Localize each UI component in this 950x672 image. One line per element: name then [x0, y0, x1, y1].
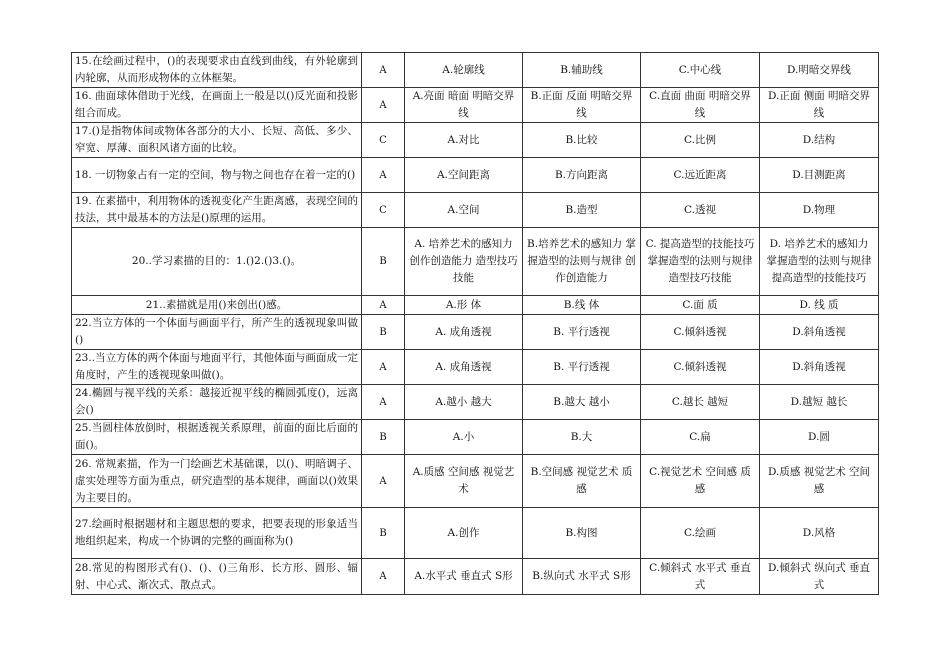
question-text: 25.当圆柱体放倒时，根据透视关系原理，前面的面比后面的面()。 [72, 420, 362, 455]
question-row [72, 158, 879, 193]
question-row [72, 228, 879, 296]
option-a: A.创作 [405, 508, 523, 559]
option-c: C.倾斜透视 [641, 315, 760, 350]
option-b: B.越大 越小 [523, 385, 641, 420]
option-d: D.斜角透视 [760, 350, 879, 385]
option-b: B. 平行透视 [523, 350, 641, 385]
option-d: D. 线 质 [760, 296, 879, 315]
option-c: C.视觉艺术 空间感 质感 [641, 455, 760, 508]
option-a: A.小 [405, 420, 523, 455]
question-text: 18. 一切物象占有一定的空间，物与物之间也存在着一定的() [72, 158, 362, 193]
question-text: 28.常见的构图形式有()、()、()三角形、长方形、圆形、辐射、中心式、渐次式、散点式。 [72, 559, 362, 595]
option-c: C. 提高造型的技能技巧 掌握造型的法则与规律 造型技巧技能 [641, 228, 760, 296]
option-a: A. 成角透视 [405, 315, 523, 350]
question-row [72, 420, 879, 455]
answer-key: B [362, 420, 405, 455]
option-a: A.空间 [405, 193, 523, 228]
question-row [72, 559, 879, 595]
option-a: A. 培养艺术的感知力 创作创造能力 造型技巧技能 [405, 228, 523, 296]
option-b: B.线 体 [523, 296, 641, 315]
question-text: 23..当立方体的两个体面与地面平行，其他体面与画面成一定角度时，产生的透视现象叫做()。 [72, 350, 362, 385]
question-text: 20..学习素描的目的：1.()2.()3.()。 [72, 228, 362, 296]
question-text: 24.椭圆与视平线的关系：越接近视平线的椭圆弧度()，远离会() [72, 385, 362, 420]
question-row [72, 350, 879, 385]
option-a: A.形 体 [405, 296, 523, 315]
question-row [72, 385, 879, 420]
question-row [72, 315, 879, 350]
option-b: B.造型 [523, 193, 641, 228]
option-c: C.远近距离 [641, 158, 760, 193]
option-b: B.辅助线 [523, 53, 641, 88]
answer-key: C [362, 123, 405, 158]
question-text: 19. 在素描中，利用物体的透视变化产生距离感，表现空间的技法，其中最基本的方法是()原理的运用。 [72, 193, 362, 228]
question-row [72, 193, 879, 228]
question-text: 17.()是指物体间或物体各部分的大小、长短、高低、多少、窄宽、厚薄、面积风诸方面的比较。 [72, 123, 362, 158]
option-c: C.绘画 [641, 508, 760, 559]
option-b: B.比较 [523, 123, 641, 158]
question-text: 21..素描就是用()来创出()感。 [72, 296, 362, 315]
question-text: 26. 常规素描，作为一门绘画艺术基础课，以()、明暗调子、虚实处理等方面为重点，研究造型的基本规律，画面以()效果为主要目的。 [72, 455, 362, 508]
option-a: A.轮廓线 [405, 53, 523, 88]
option-c: C.越长 越短 [641, 385, 760, 420]
question-row [72, 296, 879, 315]
option-a: A.越小 越大 [405, 385, 523, 420]
option-a: A.水平式 垂直式 S形 [405, 559, 523, 595]
option-b: B.大 [523, 420, 641, 455]
option-c: C.倾斜透视 [641, 350, 760, 385]
option-b: B.空间感 视觉艺术 质感 [523, 455, 641, 508]
option-d: D.结构 [760, 123, 879, 158]
option-b: B.方向距离 [523, 158, 641, 193]
option-a: A.质感 空间感 视觉艺术 [405, 455, 523, 508]
answer-key: A [362, 350, 405, 385]
option-d: D.倾斜式 纵向式 垂直式 [760, 559, 879, 595]
option-d: D.正面 侧面 明暗交界线 [760, 88, 879, 123]
option-d: D.物理 [760, 193, 879, 228]
option-b: B.纵向式 水平式 S形 [523, 559, 641, 595]
answer-key: A [362, 158, 405, 193]
option-b: B.正面 反面 明暗交界线 [523, 88, 641, 123]
option-a: A.空间距离 [405, 158, 523, 193]
question-text: 27.绘画时根据题材和主题思想的要求，把要表现的形象适当地组织起来，构成一个协调的完整的画面称为() [72, 508, 362, 559]
answer-key: A [362, 385, 405, 420]
answer-key: A [362, 455, 405, 508]
option-b: B.构图 [523, 508, 641, 559]
option-a: A.对比 [405, 123, 523, 158]
option-a: A. 成角透视 [405, 350, 523, 385]
question-text: 15.在绘画过程中，()的表现要求由直线到曲线，有外轮廓到内轮廓，从而形成物体的立体框架。 [72, 53, 362, 88]
option-d: D. 培养艺术的感知力 掌握造型的法则与规律 提高造型的技能技巧 [760, 228, 879, 296]
question-row [72, 53, 879, 88]
answer-key: A [362, 559, 405, 595]
answer-key: C [362, 193, 405, 228]
question-row [72, 88, 879, 123]
option-d: D.越短 越长 [760, 385, 879, 420]
question-text: 16. 曲面球体借助于光线，在画面上一般是以()反光面和投影组合而成。 [72, 88, 362, 123]
option-b: B. 平行透视 [523, 315, 641, 350]
option-c: C.透视 [641, 193, 760, 228]
answer-key: B [362, 315, 405, 350]
option-c: C.倾斜式 水平式 垂直式 [641, 559, 760, 595]
option-d: D.斜角透视 [760, 315, 879, 350]
option-d: D.圆 [760, 420, 879, 455]
option-d: D.风格 [760, 508, 879, 559]
quiz-table-body [72, 53, 879, 595]
option-d: D.目测距离 [760, 158, 879, 193]
option-a: A.亮面 暗面 明暗交界线 [405, 88, 523, 123]
answer-key: A [362, 53, 405, 88]
option-d: D.明暗交界线 [760, 53, 879, 88]
question-sheet [71, 52, 879, 595]
question-row [72, 508, 879, 559]
question-text: 22.当立方体的一个体面与画面平行，所产生的透视现象叫做() [72, 315, 362, 350]
option-c: C.扁 [641, 420, 760, 455]
answer-key: A [362, 296, 405, 315]
answer-key: A [362, 88, 405, 123]
option-c: C.中心线 [641, 53, 760, 88]
option-c: C.面 质 [641, 296, 760, 315]
answer-key: B [362, 228, 405, 296]
option-c: C.比例 [641, 123, 760, 158]
quiz-table [71, 52, 879, 595]
question-row [72, 123, 879, 158]
option-d: D.质感 视觉艺术 空间感 [760, 455, 879, 508]
option-b: B.培养艺术的感知力 掌握造型的法则与规律 创作创造能力 [523, 228, 641, 296]
question-row [72, 455, 879, 508]
option-c: C.直面 曲面 明暗交界线 [641, 88, 760, 123]
answer-key: B [362, 508, 405, 559]
